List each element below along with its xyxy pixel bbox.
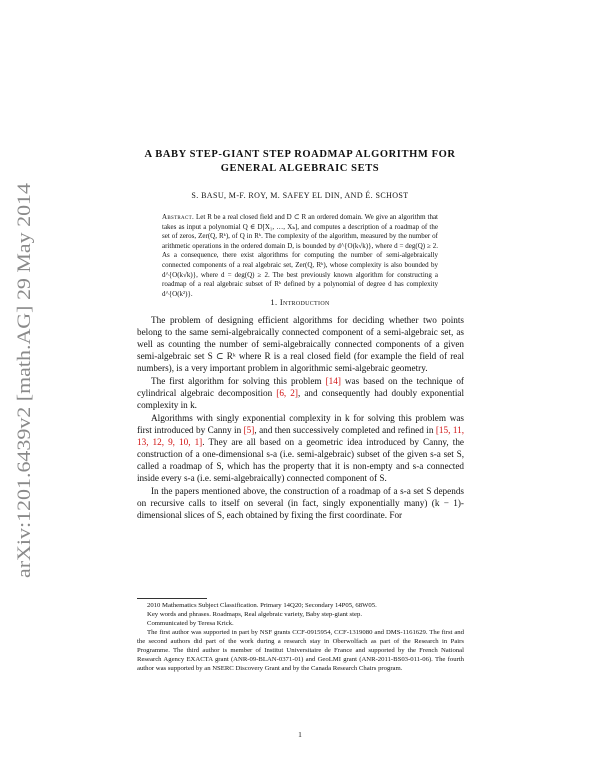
paper-title (110, 148, 490, 176)
footnote-rule (137, 598, 207, 599)
paragraph-3-text-c: . They are all based on a geometric idea introduced by Canny, the construction of a one-dimensional s-a (i.e. semi-algebraic) subset of the given s-a set S, called a roadmap of S, which has the property that it is non-empty and s-a connected inside every s-a (i.e. semi-algebraically) connected component of S. (137, 437, 464, 483)
authors: S. BASU, M-F. ROY, M. SAFEY EL DIN, AND É. SCHOST (191, 191, 409, 200)
footnote-keywords: Key words and phrases. Roadmaps, Real algebraic variety, Baby step-giant step. (147, 611, 362, 618)
citation-link[interactable]: [14] (325, 376, 341, 386)
paragraph-2-text-a: The first algorithm for solving this problem (151, 376, 326, 386)
paragraph-3 (137, 412, 464, 484)
page-number: 1 (298, 730, 302, 739)
paragraph-2-text-b: was based on the technique of cylindrical algebraic decomposition (137, 376, 464, 398)
abstract-label: Abstract. (162, 213, 195, 221)
paragraph-1: The problem of designing efficient algorithms for deciding whether two points belong to the same semi-algebraically connected component of a semi-algebraic set, as well as counting the number of semi-algebraically connected components of a given semi-algebraic set S ⊂ Rᵏ where R is a real closed field (for example the field of real numbers), is a very important problem in algorithmic semi-algebraic geometry. (137, 315, 464, 373)
paragraph-3-text-a: Algorithms with singly exponential complexity in k for solving this problem was first introduced by Canny in (137, 413, 464, 435)
paper-title-line-2: GENERAL ALGEBRAIC SETS (220, 163, 380, 174)
abstract-text: Let R be a real closed field and D ⊂ R an ordered domain. We give an algorithm that takes as input a polynomial Q ∈ D[X₁, …, Xₖ], and computes a description of a roadmap of the set of zeros, Zer(Q, Rᵏ), of Q in Rᵏ. The complexity of the algorithm, measured by the number of arithmetic operations in the ordered domain D, is bounded by d^{O(k√k)}, where d = deg(Q) ≥ 2. As a consequence, there exist algorithms for computing the number of semi-algebraically connected components of a real algebraic set, Zer(Q, Rᵏ), whose complexity is also bounded by d^{O(k√k)}, where d = deg(Q) ≥ 2. The best previously known algorithm for constructing a roadmap of a real algebraic subset of Rᵏ defined by a polynomial of degree d has complexity d^{O(k²)}. (162, 213, 438, 298)
paragraph-4: In the papers mentioned above, the construction of a roadmap of a s-a set S depends on recursive calls to itself on several (in fact, singly exponentially many) (k − 1)-dimensional slices of S, each obtained by fixing the first coordinate. For (137, 486, 464, 520)
section-heading (110, 297, 490, 307)
arxiv-stamp-text: arXiv:1201.6439v2 [math.AG] 29 May 2014 (14, 236, 35, 578)
paper-title-line-1: A BABY STEP-GIANT STEP ROADMAP ALGORITHM FOR (144, 149, 456, 160)
citation-link[interactable]: [6, 2] (276, 388, 298, 398)
section-title: Introduction (279, 297, 330, 307)
paragraph-3-text-b: , and then successively completed and refined in (254, 425, 436, 435)
citation-link[interactable]: [5] (243, 425, 255, 435)
section-number: 1. (270, 297, 278, 307)
footnote-communicated: Communicated by Teresa Krick. (147, 620, 234, 627)
arxiv-stamp (8, 180, 38, 580)
paragraph-2 (137, 375, 464, 411)
citation-link[interactable]: [15, 11, 13, 12, 9, 10, 1] (137, 425, 465, 447)
body-text (137, 314, 464, 521)
abstract (162, 213, 438, 299)
footnote-support: The first author was supported in part by NSF grants CCF-0915954, CCF-1319080 and DMS-1161629. The first and the second authors did part of the work during a research stay in Oberwolfach as part of the Research in Pairs Programme. The third author is member of Institut Universitaire de France and supported by the French National Research Agency EXACTA grant (ANR-09-BLAN-0371-01) and GeoLMI grant (ANR-2011-BS03-011-06). The fourth author was supported by an NSERC Discovery Grant and by the Canada Research Chairs program. (137, 629, 464, 672)
paragraph-2-text-c: , and consequently had doubly exponential complexity in k. (137, 388, 465, 410)
footnotes (137, 601, 464, 673)
footnote-msc: 2010 Mathematics Subject Classification. Primary 14Q20; Secondary 14P05, 68W05. (147, 602, 377, 609)
